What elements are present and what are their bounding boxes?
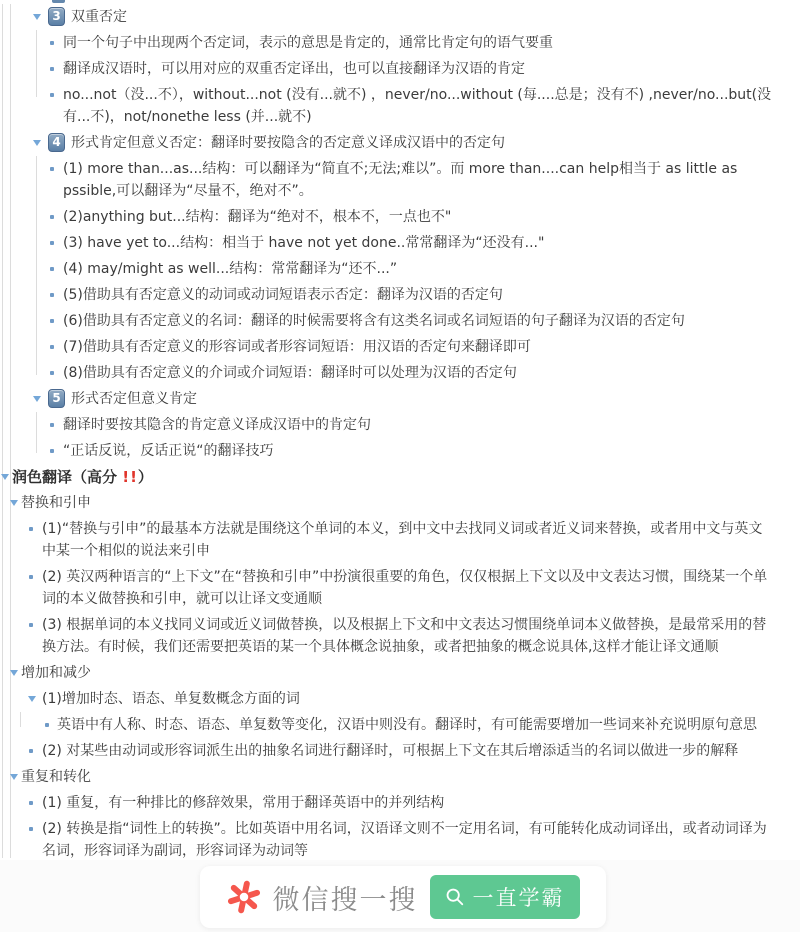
bullet-icon — [50, 167, 54, 171]
outline-item-text[interactable]: “正话反说，反话正说“的翻译技巧 — [63, 443, 274, 459]
outline-item — [0, 32, 774, 54]
outline-item — [0, 792, 774, 814]
outline-item — [0, 414, 774, 436]
outline-item — [0, 362, 774, 384]
bullet-icon — [29, 623, 33, 627]
outline-item-text[interactable]: (2) 转换是指“词性上的转换”。比如英语中用名词，汉语译文则不一定用名词，有可能转化成动词译出，或者动词译为名词，形容词译为副词，形容词译为动词等 — [42, 821, 767, 859]
outline-item-text[interactable]: 增加和减少 — [21, 665, 91, 681]
outline-item — [0, 688, 774, 710]
bullet-icon — [29, 801, 33, 805]
collapse-triangle-icon[interactable] — [10, 670, 18, 676]
outline-item — [0, 310, 774, 332]
wechat-search-logo-icon — [227, 880, 261, 914]
outline-item-text[interactable]: (3) have yet to...结构：相当于 have not yet done..常常翻译为“还没有..." — [63, 235, 545, 251]
outline-item — [0, 284, 774, 306]
outline-item-text[interactable]: (5)借助具有否定意义的动词或动词短语表示否定：翻译为汉语的否定句 — [63, 287, 503, 303]
bullet-icon — [50, 371, 54, 375]
magnifier-icon — [445, 887, 465, 907]
outline-item-text[interactable]: 重复和转化 — [21, 769, 91, 785]
outline-item — [0, 466, 774, 488]
outline-item — [0, 518, 774, 562]
outline-item — [0, 258, 774, 280]
collapse-triangle-icon[interactable] — [28, 696, 36, 702]
collapse-triangle-icon[interactable] — [33, 14, 41, 20]
bullet-icon — [29, 527, 33, 531]
outline-item-text[interactable]: 翻译成汉语时，可以用对应的双重否定译出，也可以直接翻译为汉语的肯定 — [63, 61, 525, 77]
outline-item — [0, 232, 774, 254]
outline-item-text[interactable]: (1)增加时态、语态、单复数概念方面的词 — [42, 691, 300, 707]
search-keyword-button[interactable] — [430, 875, 580, 919]
outline-item-text[interactable]: 润色翻译（高分 !!） — [12, 468, 153, 486]
collapse-triangle-icon[interactable] — [10, 500, 18, 506]
outline-item — [0, 714, 774, 736]
bullet-icon — [50, 293, 54, 297]
collapse-triangle-icon[interactable] — [1, 474, 9, 480]
bullet-icon — [50, 41, 54, 45]
number-badge-icon: 3 — [48, 7, 65, 26]
outline-item-text[interactable]: (1)“替换与引申”的最基本方法就是围绕这个单词的本义，到中文中去找同义词或者近义词来替换，或者用中文与英文中某一个相似的说法来引申 — [42, 521, 763, 559]
search-keyword-label: 一直学霸 — [472, 887, 565, 910]
outline-item-text[interactable]: 替换和引申 — [21, 495, 91, 511]
outline-section-3 — [0, 6, 774, 28]
bullet-icon — [29, 827, 33, 831]
bullet-icon — [50, 449, 54, 453]
outline-item — [0, 492, 774, 514]
bullet-icon — [50, 423, 54, 427]
bullet-icon — [50, 215, 54, 219]
outline-item-text[interactable]: 形式否定但意义肯定 — [71, 391, 197, 407]
bullet-icon — [50, 67, 54, 71]
outline-item-text[interactable]: (1) 重复，有一种排比的修辞效果，常用于翻译英语中的并列结构 — [42, 795, 445, 811]
outline-item — [0, 206, 774, 228]
outline-item-text[interactable]: (2) 英汉两种语言的“上下文”在“替换和引申”中扮演很重要的角色，仅仅根据上下文以及中文表达习惯，围绕某一个单词的本义做替换和引申，就可以让译文变通顺 — [42, 569, 768, 607]
collapse-triangle-icon[interactable] — [33, 140, 41, 146]
outline-item-text[interactable]: (1) more than...as...结构：可以翻译为“简直不;无法;难以”。而 more than....can help相当于 as little as pssible,可以翻译为“尽量不，绝对不”。 — [63, 161, 738, 199]
outline-item-text[interactable]: no...not（没...不），without...not (没有...就不) ，never/no...without (每....总是；没有不) ,never/no...but(没有...不)，not/nonethe less (并...就不) — [63, 87, 772, 125]
bullet-icon — [50, 93, 54, 97]
bullet-icon — [29, 575, 33, 579]
number-badge-icon: 4 — [48, 133, 65, 152]
bullet-icon — [50, 267, 54, 271]
outline-item — [0, 336, 774, 358]
red-exclamation-icon: !! — [122, 468, 138, 486]
outline-item — [0, 566, 774, 610]
outline-item-text[interactable]: 双重否定 — [71, 9, 127, 25]
outline-item-text[interactable]: (2)anything but...结构：翻译为“绝对不，根本不，一点也不" — [63, 209, 452, 225]
collapse-triangle-icon[interactable] — [10, 774, 18, 780]
outline-item-text[interactable]: 形式肯定但意义否定：翻译时要按隐含的否定意义译成汉语中的否定句 — [71, 135, 505, 151]
outline-item-text[interactable]: (2) 对某些由动词或形容词派生出的抽象名词进行翻译时，可根据上下文在其后增添适当的名词以做进一步的解释 — [42, 743, 739, 759]
number-badge-icon: 5 — [48, 389, 65, 408]
outline-item-text[interactable]: (4) may/might as well...结构：常常翻译为“还不...” — [63, 261, 398, 277]
outline-item — [0, 614, 774, 658]
outline-item — [0, 84, 774, 128]
bullet-icon — [50, 319, 54, 323]
outline-item-text[interactable]: 翻译时要按其隐含的肯定意义译成汉语中的肯定句 — [63, 417, 371, 433]
bullet-icon — [50, 241, 54, 245]
outline-section-5 — [0, 388, 774, 410]
outline-item — [0, 766, 774, 788]
outline-item-text[interactable]: 英语中有人称、时态、语态、单复数等变化，汉语中则没有。翻译时，有可能需要增加一些词来补充说明原句意思 — [57, 717, 757, 733]
wechat-search-footer — [200, 866, 606, 928]
outline-item — [0, 58, 774, 80]
outline-item-text[interactable]: (6)借助具有否定意义的名词：翻译的时候需要将含有这类名词或名词短语的句子翻译为汉语的否定句 — [63, 313, 685, 329]
outline-item-text[interactable]: 同一个句子中出现两个否定词，表示的意思是肯定的，通常比肯定句的语气要重 — [63, 35, 553, 51]
outline-item — [0, 662, 774, 684]
wechat-search-brand-text: 微信搜一搜 — [272, 884, 418, 916]
outline-item — [0, 440, 774, 462]
outline-item — [0, 158, 774, 202]
bullet-icon — [45, 723, 49, 727]
outline-item — [0, 740, 774, 762]
outline-item-text[interactable]: (7)借助具有否定意义的形容词或者形容词短语：用汉语的否定句来翻译即可 — [63, 339, 531, 355]
outline-item — [0, 818, 774, 862]
bullet-icon — [29, 749, 33, 753]
collapse-triangle-icon[interactable] — [33, 396, 41, 402]
outline-item-text[interactable]: (3) 根据单词的本义找同义词或近义词做替换，以及根据上下文和中文表达习惯围绕单词本义做替换，是最常采用的替换方法。有时候，我们还需要把英语的某一个具体概念说抽象，或者把抽象的概念说具体,这样才能让译文通顺 — [42, 617, 767, 655]
outline-item-text[interactable]: (8)借助具有否定意义的介词或介词短语：翻译时可以处理为汉语的否定句 — [63, 365, 517, 381]
bullet-icon — [50, 345, 54, 349]
outline-section-4 — [0, 132, 774, 154]
